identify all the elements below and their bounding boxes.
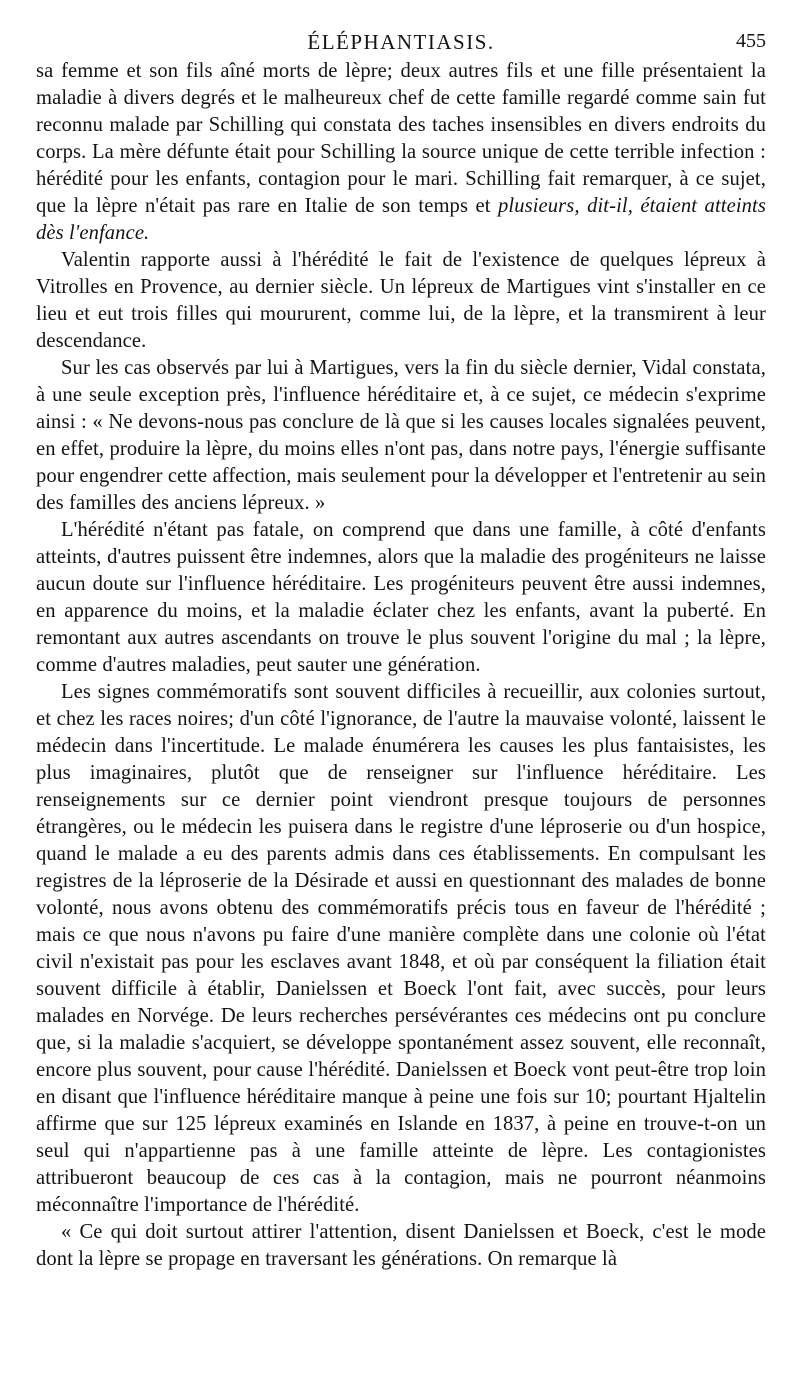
paragraph-valentin: Valentin rapporte aussi à l'hérédité le fait de l'existence de quelques lépreux à Vitrolles en Provence, au dernier siècle. Un lépreux de Martigues vint s'installer en ce lieu et eut trois filles qui moururent, comme lui, de la lèpre, et la transmirent à leur descendance.	[36, 249, 766, 352]
book-page	[36, 30, 766, 1273]
paragraph-continuation	[36, 58, 766, 247]
paragraph-text: sa femme et son fils aîné morts de lèpre; deux autres fils et une fille présentaient la maladie à divers degrés et le malheureux chef de cette famille regardé comme sain fut reconnu malade par Schilling qui constata des taches insensibles en divers endroits du corps. La mère défunte était pour Schilling la source unique de cette terrible infection : hérédité pour les enfants, contagion pour le mari. Schilling fait remarquer, à ce sujet, que la lèpre n'était pas rare en Italie de son temps et	[36, 60, 766, 217]
paragraph-commemoratifs: Les signes commémoratifs sont souvent difficiles à recueillir, aux colonies surtout, et chez les races noires; d'un côté l'ignorance, de l'autre la mauvaise volonté, laissent le médecin dans l'incertitude. Le malade énumérera les causes les plus fantaisistes, les plus imaginaires, plutôt que de renseigner sur l'influence héréditaire. Les renseignements sur ce dernier point viendront presque toujours de personnes étrangères, ou le médecin les puisera dans le registre d'une léproserie ou d'un hospice, quand le malade a eu des parents admis dans ces établissements. En compulsant les registres de la léproserie de la Désirade et aussi en questionnant des malades de bonne volonté, nous avons obtenu des commémoratifs précis tous en faveur de l'hérédité ; mais ce que nous n'avons pu faire d'une manière complète dans une colonie où l'état civil n'existait pas pour les esclaves avant 1848, et où par conséquent la filiation était souvent difficile à établir, Danielssen et Boeck l'ont fait, avec succès, pour leurs malades en Norvége. De leurs recherches persévérantes ces médecins ont pu conclure que, si la maladie s'acquiert, se développe spontanément assez souvent, elle reconnaît, encore plus souvent, pour cause l'hérédité. Danielssen et Boeck vont peut-être trop loin en disant que l'influence héréditaire manque à peine une fois sur 10; pourtant Hjaltelin affirme que sur 125 lépreux examinés en Islande en 1837, à peine en trouve-t-on un seul qui n'appartienne pas à une famille atteinte de lèpre. Les contagionistes attribueront beaucoup de ces cas à la contagion, mais ne pourront néanmoins méconnaître l'importance de l'hérédité.	[36, 681, 766, 1216]
paragraph-quote-danielssen: « Ce qui doit surtout attirer l'attention, disent Danielssen et Boeck, c'est le mode dont la lèpre se propage en traversant les générations. On remarque là	[36, 1221, 766, 1270]
running-title: ÉLÉPHANTIASIS.	[307, 30, 495, 54]
page-number: 455	[736, 30, 766, 52]
body-text	[36, 58, 766, 1273]
paragraph-vidal: Sur les cas observés par lui à Martigues, vers la fin du siècle dernier, Vidal constata, à une seule exception près, l'influence héréditaire et, à ce sujet, ce médecin s'exprime ainsi : « Ne devons-nous pas conclure de là que si les causes locales signalées peuvent, en effet, produire la lèpre, du moins elles n'ont pas, dans notre pays, l'énergie suffisante pour engendrer cette affection, mais seulement pour la développer et l'entretenir au sein des familles des anciens lépreux. »	[36, 357, 766, 514]
italic-quote: plusieurs, dit-il, étaient atteints dès l'enfance.	[36, 195, 766, 244]
running-head	[36, 30, 766, 58]
paragraph-heredite: L'hérédité n'étant pas fatale, on comprend que dans une famille, à côté d'enfants atteints, d'autres puissent être indemnes, alors que la maladie des progéniteurs ne laisse aucun doute sur l'influence héréditaire. Les progéniteurs peuvent être aussi indemnes, en apparence du moins, et la maladie éclater chez les enfants, avant la puberté. En remontant aux autres ascendants on trouve le plus souvent l'origine du mal ; la lèpre, comme d'autres maladies, peut sauter une génération.	[36, 519, 766, 676]
